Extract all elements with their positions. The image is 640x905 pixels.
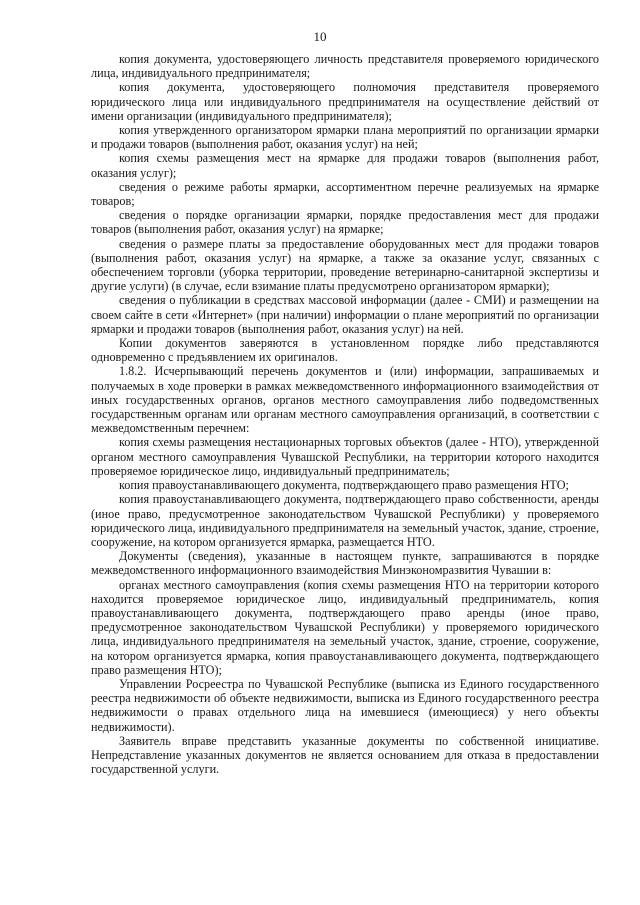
paragraph: Управлении Росреестра по Чувашской Республике (выписка из Единого государственного реестра недвижимости об объекте недвижимости, выписка из Единого государственного реестра недвижимости о правах отдельного лица на имевшиеся (имеющиеся) у него объекты недвижимости). [91, 676, 599, 734]
paragraph: Копии документов заверяются в установленном порядке либо представляются одновременно с предъявлением их оригиналов. [91, 336, 599, 365]
paragraph: 1.8.2. Исчерпывающий перечень документов и (или) информации, запрашиваемых и получаемых в ходе проверки в рамках межведомственного информационного взаимодействия от иных государственных органов, органов местного самоуправления либо подведомственных государственным органам или органам местного самоуправления организаций, в соответствии с межведомственным перечнем: [91, 364, 599, 436]
paragraph: копия документа, удостоверяющего личность представителя проверяемого юридического лица, индивидуального предпринимателя; [91, 52, 599, 81]
paragraph: сведения о размере платы за предоставление оборудованных мест для продажи товаров (выполнения работ, оказания услуг) на ярмарке, а также за оказание услуг, связанных с обеспечением торговли (уборка территории, проведение ветеринарно-санитарной экспертизы и другие услуги) (в случае, если взимание платы предусмотрено организатором ярмарки); [91, 236, 599, 294]
paragraph: Заявитель вправе представить указанные документы по собственной инициативе. Непредставление указанных документов не является основанием для отказа в предоставлении государственной услуги. [91, 733, 599, 777]
paragraph: сведения о публикации в средствах массовой информации (далее - СМИ) и размещении на своем сайте в сети «Интернет» (при наличии) информации о плане мероприятий по организации ярмарки и продажи товаров (выполнения работ, оказания услуг) на ней. [91, 293, 599, 336]
paragraph: сведения о режиме работы ярмарки, ассортиментном перечне реализуемых на ярмарке товаров; [91, 179, 599, 209]
page-number: 10 [313, 29, 327, 44]
paragraph: копия схемы размещения мест на ярмарке для продажи товаров (выполнения работ, оказания услуг); [91, 151, 599, 180]
paragraph: копия правоустанавливающего документа, подтверждающего право размещения НТО; [119, 478, 569, 493]
paragraph: копия документа, удостоверяющего полномочия представителя проверяемого юридического лица или индивидуального предпринимателя на осуществление действий от имени организации (индивидуального предпринимателя); [91, 80, 599, 123]
paragraph: сведения о порядке организации ярмарки, порядке предоставления мест для продажи товаров (выполнения работ, оказания услуг) на ярмарке; [91, 208, 599, 237]
document-body [91, 52, 599, 776]
paragraph: копия схемы размещения нестационарных торговых объектов (далее - НТО), утвержденной органом местного самоуправления Чувашской Республики, на территории которого находится проверяемое юридическое лицо, индивидуальный предприниматель; [91, 435, 599, 478]
paragraph: органах местного самоуправления (копия схемы размещения НТО на территории которого находится проверяемое юридическое лицо, индивидуальный предприниматель, копия правоустанавливающего документа, подтверждающего право аренды (иное право, предусмотренное законодательством Чувашской Республики) у проверяемого юридического лица, индивидуального предпринимателя на земельный участок, здание, строение, сооружение, на котором организуется ярмарка, копия правоустанавливающего документа, подтверждающего право размещения НТО); [91, 577, 599, 677]
paragraph: Документы (сведения), указанные в настоящем пункте, запрашиваются в порядке межведомственного информационного взаимодействия Минэкономразвития Чувашии в: [91, 549, 599, 578]
paragraph: копия утвержденного организатором ярмарки плана мероприятий по организации ярмарки и продажи товаров (выполнения работ, оказания услуг) на ней; [91, 123, 599, 152]
paragraph: копия правоустанавливающего документа, подтверждающего право собственности, аренды (иное право, предусмотренное законодательством Чувашской Республики) у проверяемого юридического лица, индивидуального предпринимателя на земельный участок, здание, строение, сооружение, на котором организуется ярмарка, размещается НТО. [91, 492, 599, 549]
